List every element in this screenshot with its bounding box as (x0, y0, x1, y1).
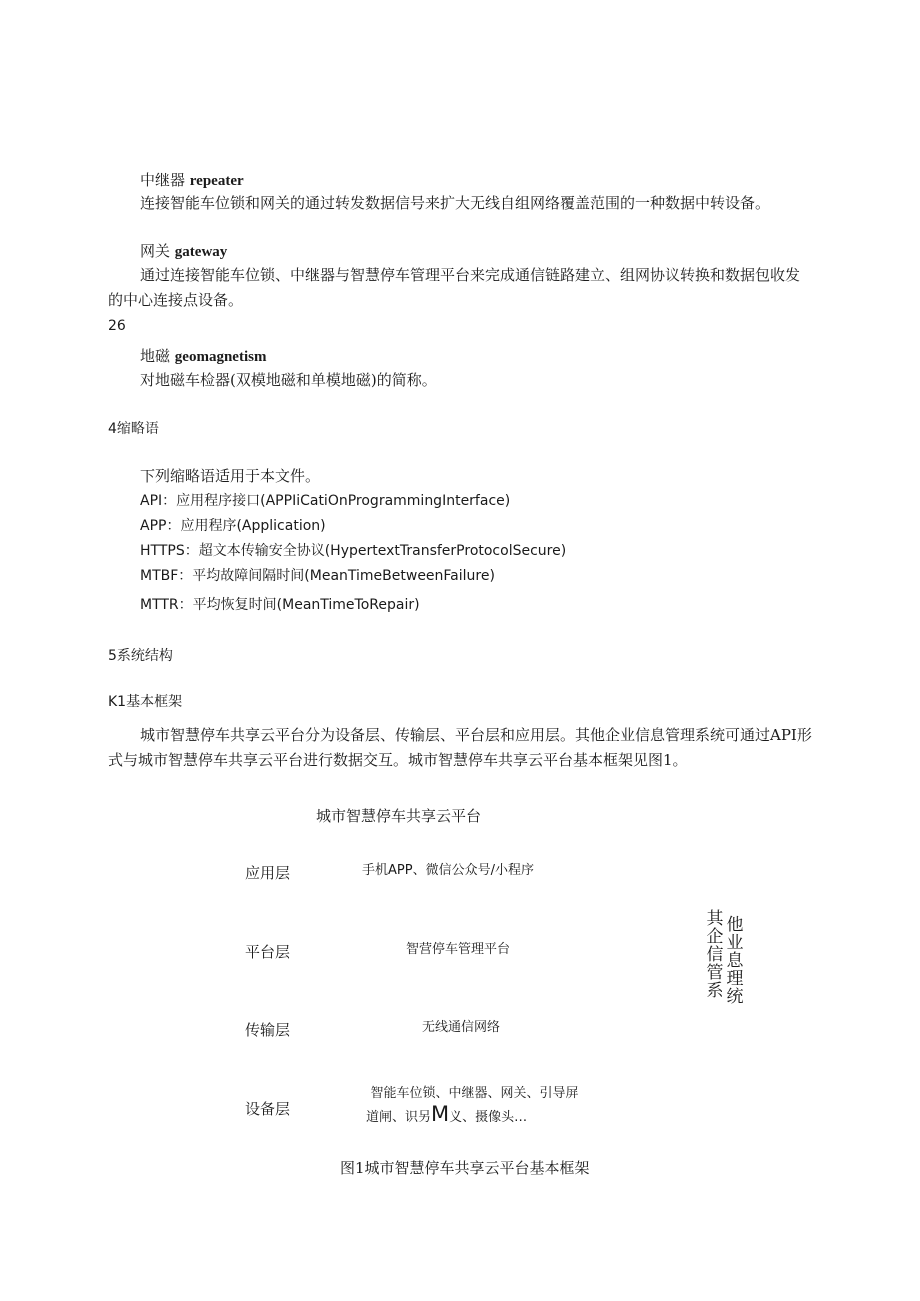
term-en: gateway (174, 244, 228, 260)
term-geomagnetism-heading (140, 346, 266, 367)
layer-content-device (362, 1083, 587, 1128)
section-5-heading: 5系统结构 (108, 648, 173, 664)
section-4-intro: 下列缩略语适用于本文件。 (140, 467, 321, 485)
figure-caption: 图1城市智慧停车共享云平台基本框架 (340, 1159, 590, 1177)
side-system-column-1: 其 企 信 管 系 (706, 909, 724, 1001)
layer-content-device-line1: 智能车位锁、中继器、网关、引导屏 (370, 1086, 579, 1101)
section-5-subheading: K1基本框架 (108, 694, 183, 710)
diagram-title: 城市智慧停车共享云平台 (316, 807, 482, 825)
layer-content-application: 手机APP、微信公众号/小程序 (362, 863, 534, 878)
term-geomagnetism-definition: 对地磁车检器(双模地磁和单模地磁)的简称。 (140, 371, 437, 389)
side-system-column-2: 他 业 息 理 统 (726, 915, 744, 1007)
section-4-heading: 4缩略语 (108, 421, 159, 437)
term-zh: 网关 (140, 242, 171, 260)
term-repeater-definition: 连接智能车位锁和网关的通过转发数据信号来扩大无线自组网络覆盖范围的一种数据中转设备。 (140, 194, 771, 212)
layer-content-platform: 智营停车管理平台 (406, 942, 511, 957)
section-5-paragraph-line1: 城市智慧停车共享云平台分为设备层、传输层、平台层和应用层。其他企业信息管理系统可通过API形 (140, 726, 812, 744)
section-5-paragraph-line2: 式与城市智慧停车共享云平台进行数据交互。城市智慧停车共享云平台基本框架见图1。 (108, 751, 688, 769)
layer-content-device-line2: 道闸、识另M义、摄像头… (366, 1102, 528, 1126)
layer-content-transport: 无线通信网络 (422, 1020, 501, 1035)
abbr-item-app: APP：应用程序(Application) (140, 518, 326, 534)
term-en: geomagnetism (174, 349, 267, 365)
term-zh: 地磁 (140, 347, 171, 365)
abbr-item-api: API：应用程序接口(APPIiCatiOnProgrammingInterface) (140, 493, 511, 509)
term-zh: 中继器 (140, 171, 186, 189)
abbr-item-mttr: MTTR：平均恢复时间(MeanTimeToRepair) (140, 597, 420, 613)
layer-name-transport: 传输层 (245, 1021, 291, 1039)
term-gateway-heading (140, 241, 227, 262)
layer-name-platform: 平台层 (245, 943, 291, 961)
term-gateway-definition-line2: 的中心连接点设备。 (108, 291, 244, 309)
term-number: 26 (108, 318, 126, 334)
abbr-item-mtbf: MTBF：平均故障间隔时间(MeanTimeBetweenFailure) (140, 568, 495, 584)
abbr-item-https: HTTPS：超文本传输安全协议(HypertextTransferProtocolSecure) (140, 543, 567, 559)
term-en: repeater (189, 173, 244, 189)
term-repeater-heading (140, 170, 244, 191)
layer-name-application: 应用层 (245, 864, 291, 882)
term-gateway-definition-line1: 通过连接智能车位锁、中继器与智慧停车管理平台来完成通信链路建立、组网协议转换和数据包收发 (140, 266, 801, 284)
layer-name-device: 设备层 (245, 1100, 291, 1118)
